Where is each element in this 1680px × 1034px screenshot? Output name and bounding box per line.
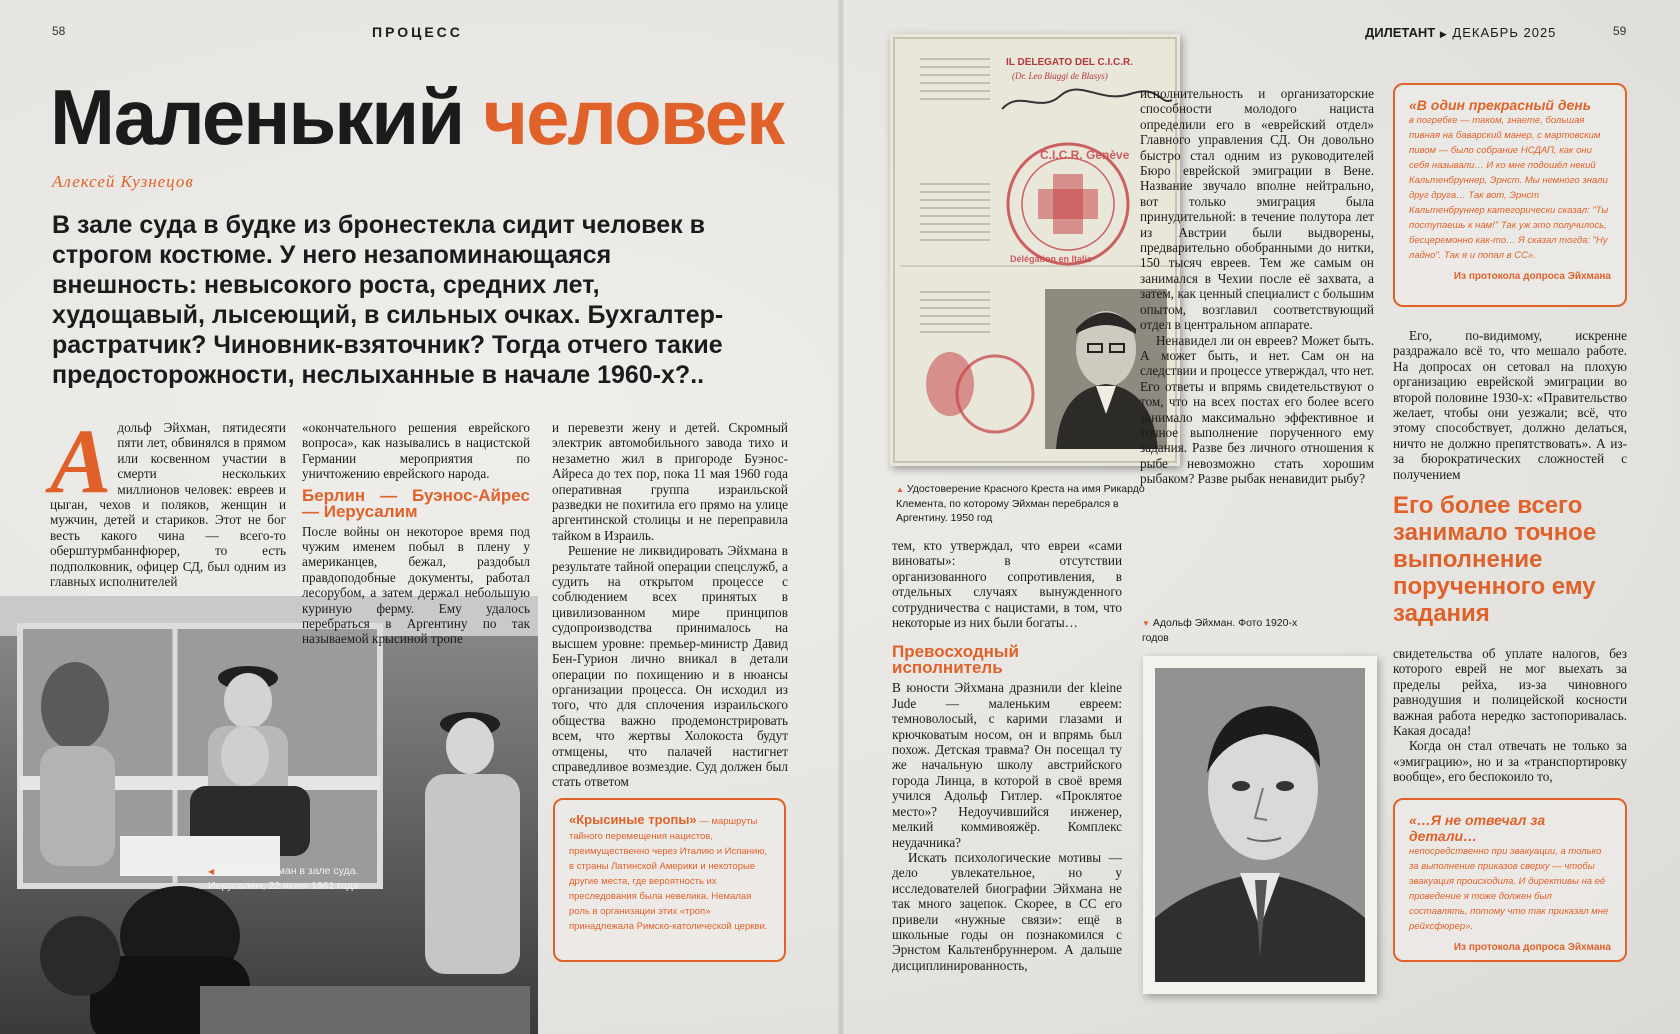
caption-document: [896, 482, 1146, 525]
document-stamp-line2: (Dr. Leo Biaggi de Blasys): [1012, 71, 1108, 81]
article-title: [50, 73, 784, 161]
caption-portrait: [1142, 616, 1302, 645]
col4-paragraph-3: Искать психологические мотивы — дело увлекательное, но у исследователей биографии Эйхмана не так много зацепок. Скорее, в СС его привели «нужные связи»: ещё в школьные годы он познакомился с Эрнстом Кальтенбруннером. А дальше дисциплинированность,: [892, 849, 1122, 973]
title-accent: человек: [482, 73, 784, 161]
col6-paragraph-3: Когда он стал отвечать не только за «эмиграцию», но и за «транспортировку вообще», его беспокоило то,: [1393, 738, 1627, 785]
pull-quote: Его более всего занимало точное выполнение порученного ему задания: [1393, 492, 1597, 627]
document-image: [890, 34, 1180, 466]
col5-paragraph-1: исполнительность и организаторские способности молодого нациста определили его в «еврейский отдел» Главного управления СД. Он довольно быстро стал одним из руководителей Бюро еврейской эмиграции в Вене. Название звучало вполне нейтрально, вот только эмиграция была принудительной: в течение полутора лет из Австрии были выдворены, предварительно обобранными до нитки, 150 тысяч евреев. Тем же самым он занимался в Чехии после её захвата, а затем, как ценный специалист с большим опытом, возглавил соответствующий отдел в центральном аппарате.: [1140, 86, 1374, 333]
col3-paragraph-2: Решение не ликвидировать Эйхмана в результате тайной операции спецслужб, а судить на открытом процессе с соблюдением всех принятых в цивилизованном мире принципов судопроизводства принималось на высшем уровне: премьер-министр Давид Бен-Гурион лично вникал в детали операции по похищению и в нюансы организации процесса. Он исходил из того, что для сплочения израильского общества важно продемонстрировать всем, что жертвы Холокоста будут отмщены, что палачей настигнет справедливое возмездие. Суд должен был стать ответом: [552, 543, 788, 790]
col6-paragraph-2: свидетельства об уплате налогов, без которого еврей не мог выехать за пределы рейха, из-за чиновного равнодушия и полицейской косности важная работа нередко застопоривалась. Какая досада!: [1393, 646, 1627, 739]
col2-paragraph-2: После войны он некоторое время под чужим именем побыл в плену у американцев, бежал, раздобыл правдоподобные документы, работал лесорубом, а затем держал небольшую куриную ферму. Ему удалось перебраться в Аргентину по так называемой крысиной тропе: [302, 523, 530, 647]
caption-document-text: Удостоверение Красного Креста на имя Рикардо Клемента, по которому Эйхман перебрался в Аргентину. 1950 год: [896, 483, 1145, 524]
subheading-berlin: Берлин — Буэнос-Айрес — Иерусалим: [302, 485, 530, 521]
page-number-left: 58: [52, 24, 66, 38]
magazine-name: ДИЛЕТАНТ: [1365, 25, 1436, 40]
quote-top-heading: «В один прекрасный день: [1409, 97, 1592, 113]
col2-paragraph-1: «окончательного решения еврейского вопроса», как назывались в нацистской Германии мероприятия по уничтожению еврейского народа.: [302, 420, 530, 482]
sidebar-rat-lines: [553, 798, 786, 962]
subheading-executor: Превосходный исполнитель: [892, 642, 1019, 678]
rat-lines-content: [569, 812, 770, 934]
court-photo-image: [0, 596, 538, 1034]
column-6-continued: [1393, 646, 1627, 785]
column-2: [302, 420, 530, 647]
column-3: [552, 420, 788, 790]
quote-box-bottom: [1393, 798, 1627, 962]
quote-top-source: Из протокола допроса Эйхмана: [1453, 271, 1611, 282]
page-number-right: 59: [1613, 24, 1627, 38]
triangle-icon: ◀: [208, 867, 215, 876]
lead-paragraph: В зале суда в будке из бронестекла сидит человек в строгом костюме. У него незапоминающаяся внешность: невысокого роста, средних лет, худощавый, лысеющий, в сильных очках. Бухгалтер-растратчик? Чиновник-взяточник? Тогда отчего такие предосторожности, неслыханные в начале 1960-х?..: [52, 211, 724, 389]
document-seal-lower: Délégation en Italie: [1010, 254, 1093, 264]
issue-date: ДЕКАБРЬ 2025: [1452, 25, 1557, 40]
document-stamp-line1: IL DELEGATO DEL C.I.C.R.: [1006, 57, 1134, 68]
page-gutter: [838, 0, 844, 1034]
title-black: Маленький: [50, 73, 464, 161]
drop-cap: А: [50, 410, 112, 512]
magazine-header: [1365, 25, 1556, 40]
portrait-photo: [1143, 656, 1377, 994]
col6-paragraph-1: Его, по-видимому, искренне раздражало всё то, что мешало работе. На допросах он сетовал на плохую организацию еврейской эмиграции во второй половине 1930-х: «Правительство желает, чтобы они уезжали; всё, что этому способствует, должно делаться, ничто не должно препятствовать». А из-за бюрократических сложностей с получением: [1393, 328, 1627, 482]
section-label: ПРОЦЕСС: [372, 24, 463, 40]
column-4: [892, 538, 1122, 973]
triangle-up-icon: ▲: [896, 485, 904, 494]
quote-box-top: [1393, 83, 1627, 307]
quote-top-text: в погребке — таком, знаете, большая пивная на баварский манер, с мартовским пивом — было собрание НСДАП, как они себя называли… И ко мне подошёл некий Кальтенбруннер, Эрнст. Мы немного знали друг друга… Так вот, Эрнст Кальтенбруннер категорически сказал: "Ты поступаешь к нам!" Так уж это получилось, бесцеремонно как-то… Я сказал тогда: "Ну ладно". Так я и попал в СС».: [1409, 115, 1609, 261]
arrow-right-icon: ▶: [1439, 29, 1448, 39]
col4-paragraph-1: тем, кто утверждал, что евреи «сами виноваты»: в отсутствии организованного сопротивления, в отдельных случаях вынужденного сотрудничества с нацистами, в том, что некоторые из них были богаты…: [892, 538, 1122, 631]
col5-paragraph-2: Ненавидел ли он евреев? Может быть. А может быть, и нет. Сам он на следствии и процессе утверждал, что нет. Его ответы и впрямь свидетельствуют о том, что на всех постах его более всего занимало максимально эффективное и точное выполнение порученного ему задания. Разве без личного отношения к рыбе невозможно стать хорошим рыбаком? Разве рыбак ненавидит рыбу?: [1140, 332, 1374, 487]
col4-paragraph-2: В юности Эйхмана дразнили der kleine Jude — маленьким евреем: темноволосый, с карими глазами и крючковатым носом, он и впрямь был похож. Детская травма? Он посещал ту же начальную школу австрийского города Линца, в которой в своё время учился Адольф Гитлер. «Проклятое место»? Недоучившийся инженер, мелкий коммивояжёр. Комплекс неудачника?: [892, 680, 1122, 850]
court-photo: [0, 596, 538, 1034]
quote-bottom-text: непосредственно при эвакуации, а только за выполнение приказов сверху — чтобы эвакуация происходила. И директивы на её проведение я тоже должен был составлять, потому что так приказал мне рейхсфюрер».: [1409, 846, 1609, 932]
col3-paragraph-1: и перевезти жену и детей. Скромный электрик автомобильного завода тихо и незаметно жил в пригороде Буэнос-Айреса до тех пор, пока 11 мая 1960 года оперативная группа израильской разведки не похитила его прямо на улице аргентинской столицы и не переправила тайком в Израиль.: [552, 420, 788, 543]
triangle-down-icon: ▼: [1142, 619, 1150, 628]
red-cross-document-photo: [890, 34, 1180, 466]
rat-lines-text: — маршруты тайного перемещения нацистов, преимущественно через Италию и Испанию, в страны Латинской Америки и некоторые другие места, где вероятность их преследования была невелика. Немалая роль в организации этих «троп» принадлежала Римско-католической церкви.: [569, 816, 768, 932]
portrait-image: [1155, 668, 1365, 982]
column-1: [50, 410, 286, 590]
caption-court: [208, 864, 378, 893]
caption-court-text: Адольф Эйхман в зале суда. Иерусалим, 22 июня 1961 года: [208, 865, 359, 892]
column-6: [1393, 328, 1627, 482]
rat-lines-heading: «Крысиные тропы»: [569, 812, 697, 827]
col1-paragraph: дольф Эйхман, пятидесяти пяти лет, обвинялся в прямом или косвенном участии в смерти нескольких миллионов человек: евреев и цыган, чехов и поляков, женщин и мужчин, детей и стариков. Этот не бог весть какого чина — всего-то оберштурмбаннфюрер, то есть подполковник, офицер СД, был одним из главных исполнителей: [50, 420, 286, 590]
document-seal: C.I.C.R. Genève: [1040, 148, 1130, 162]
quote-bottom-source: Из протокола допроса Эйхмана: [1453, 942, 1611, 953]
author-byline: Алексей Кузнецов: [52, 172, 194, 191]
column-5: [1140, 86, 1374, 487]
quote-bottom-heading: «…Я не отвечал за детали…: [1409, 812, 1546, 844]
caption-portrait-text: Адольф Эйхман. Фото 1920-х годов: [1142, 617, 1298, 644]
